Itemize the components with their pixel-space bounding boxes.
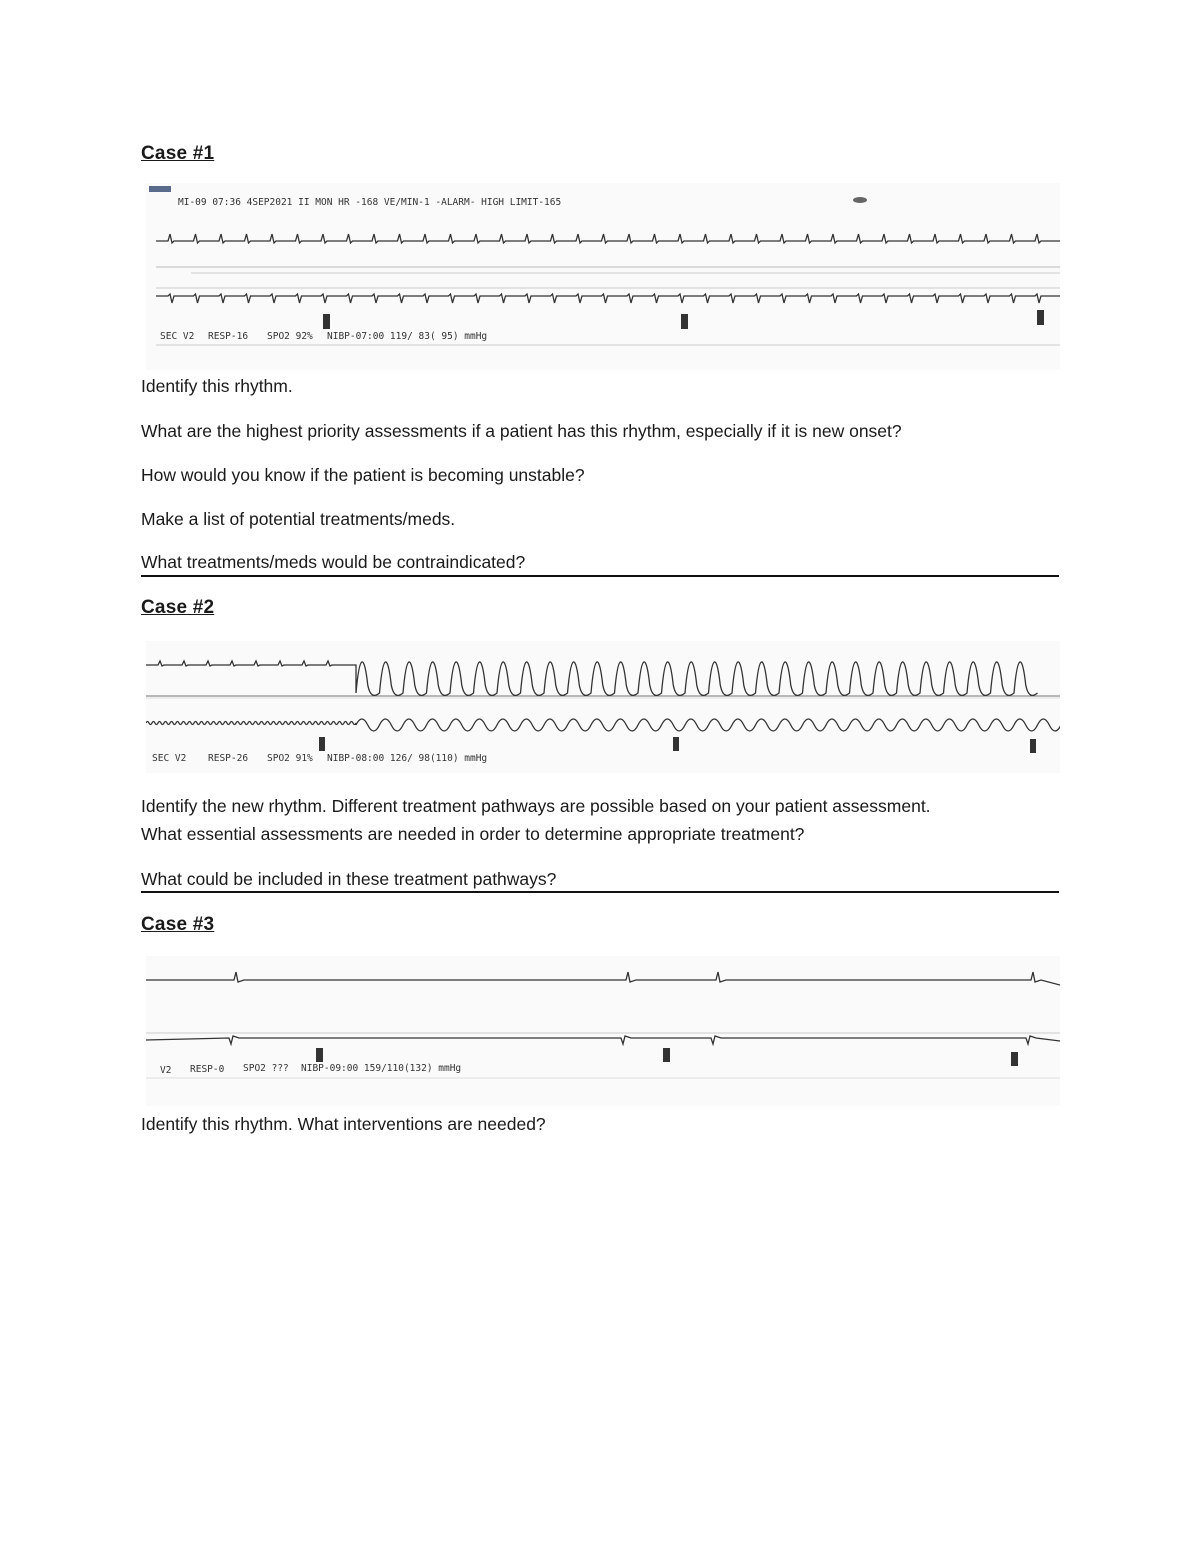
- case-3-lead-ii-trace: [146, 972, 1060, 985]
- case-1-strip-smudge: [853, 197, 867, 203]
- case-1-v2-trace: [156, 294, 1060, 303]
- case-1-strip-marker: [149, 186, 171, 192]
- case-3-ecg-svg: [146, 956, 1060, 1106]
- section-divider: [141, 891, 1059, 893]
- case-1-lead-ii-trace: [156, 234, 1060, 243]
- case-1-timing-mark: [681, 314, 688, 329]
- case-3-question-1: Identify this rhythm. What interventions are needed?: [141, 1114, 546, 1134]
- case-3-timing-mark: [663, 1048, 670, 1062]
- case-2-timing-mark: [1030, 739, 1036, 753]
- case-1-ecg-svg: [146, 183, 1060, 370]
- case-1-question-1: Identify this rhythm.: [141, 376, 293, 396]
- case-1-question-4: Make a list of potential treatments/meds.: [141, 509, 456, 529]
- case-1-timing-mark: [323, 314, 330, 329]
- case-2-heading: Case #2: [141, 597, 215, 618]
- case-2-footer-spo2: SPO2 91%: [267, 753, 313, 764]
- case-1-footer-nibp: NIBP-07:00 119/ 83( 95) mmHg: [327, 331, 488, 342]
- case-2-footer-nibp: NIBP-08:00 126/ 98(110) mmHg: [327, 753, 488, 764]
- case-2-question-3: What could be included in these treatment pathways?: [141, 869, 557, 889]
- case-2-question-1: Identify the new rhythm. Different treatment pathways are possible based on your patient assessment.: [141, 796, 931, 816]
- case-3-footer-lead: V2: [160, 1065, 172, 1076]
- case-2-footer-lead: SEC V2: [152, 753, 187, 764]
- case-2-timing-mark: [319, 737, 325, 751]
- case-2-footer-resp: RESP-26: [208, 753, 249, 764]
- case-1-question-2: What are the highest priority assessments if a patient has this rhythm, especially if it is new onset?: [141, 421, 902, 441]
- section-divider: [141, 575, 1059, 577]
- case-1-heading: Case #1: [141, 143, 215, 164]
- case-1-footer-resp: RESP-16: [208, 331, 249, 342]
- case-2-ecg-strip: [146, 641, 1060, 773]
- case-3-timing-mark: [1011, 1052, 1018, 1066]
- case-2-lead-ii-trace: [146, 661, 1038, 695]
- case-3-footer-resp: RESP-0: [190, 1064, 225, 1075]
- case-1-ecg-strip: [146, 183, 1060, 370]
- case-1-footer-lead: SEC V2: [160, 331, 195, 342]
- case-1-question-3: How would you know if the patient is becoming unstable?: [141, 465, 585, 485]
- case-2-ecg-svg: [146, 641, 1060, 773]
- case-1-monitor-header: MI-09 07:36 4SEP2021 II MON HR -168 VE/MIN-1 -ALARM- HIGH LIMIT-165: [178, 197, 562, 208]
- case-3-footer-spo2: SPO2 ???: [243, 1063, 289, 1074]
- case-1-footer-spo2: SPO2 92%: [267, 331, 313, 342]
- case-2-timing-mark: [673, 737, 679, 751]
- case-1-timing-mark: [1037, 310, 1044, 325]
- case-3-heading: Case #3: [141, 914, 215, 935]
- case-3-ecg-strip: [146, 956, 1060, 1106]
- case-3-footer-nibp: NIBP-09:00 159/110(132) mmHg: [301, 1063, 462, 1074]
- case-2-v2-trace: [146, 719, 1060, 731]
- case-3-timing-mark: [316, 1048, 323, 1062]
- case-1-question-5: What treatments/meds would be contraindicated?: [141, 552, 526, 572]
- case-3-v2-trace: [146, 1036, 1060, 1044]
- case-2-question-2: What essential assessments are needed in order to determine appropriate treatment?: [141, 824, 805, 844]
